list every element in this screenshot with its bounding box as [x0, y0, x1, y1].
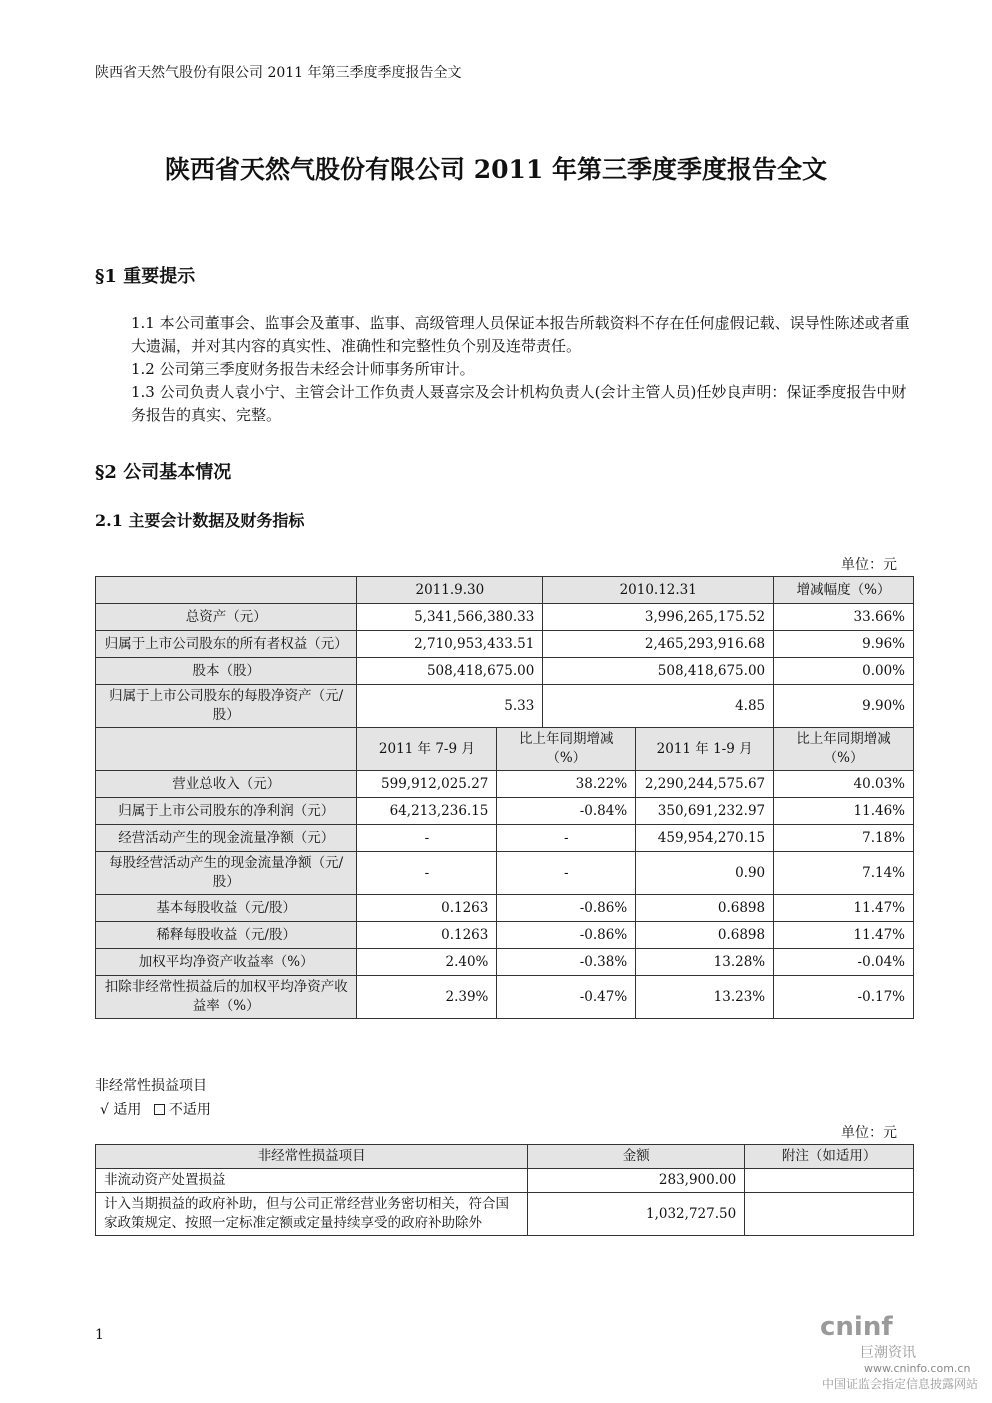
header-cell: 增减幅度（%）	[774, 577, 914, 604]
table-cell: 2,710,953,433.51	[357, 631, 543, 658]
table-row	[96, 949, 914, 976]
row-label: 归属于上市公司股东的每股净资产（元/股）	[96, 685, 357, 728]
table-cell: 0.90	[636, 852, 774, 895]
table-cell: 11.46%	[774, 798, 914, 825]
header-cell: 比上年同期增减（%）	[774, 728, 914, 771]
row-label: 经营活动产生的现金流量净额（元）	[96, 825, 357, 852]
para-1-1: 1.1 本公司董事会、监事会及董事、监事、高级管理人员保证本报告所载资料不存在任何虚假记载、误导性陈述或者重大遗漏，并对其内容的真实性、准确性和完整性负个别及连带责任。	[131, 314, 910, 355]
table-cell: -	[357, 852, 497, 895]
para-1-2: 1.2 公司第三季度财务报告未经会计师事务所审计。	[131, 360, 475, 378]
row-label: 营业总收入（元）	[96, 771, 357, 798]
header-cell: 比上年同期增减（%）	[497, 728, 636, 771]
table-cell: -0.47%	[497, 976, 636, 1019]
table-row	[96, 658, 914, 685]
unit-label: 单位：元	[841, 1125, 897, 1141]
check-mark-icon: √	[100, 1102, 109, 1118]
row-label: 归属于上市公司股东的所有者权益（元）	[96, 631, 357, 658]
table-cell: -	[497, 852, 636, 895]
table-cell: 0.6898	[636, 922, 774, 949]
table-cell: 508,418,675.00	[357, 658, 543, 685]
table-cell: 5.33	[357, 685, 543, 728]
table-cell: 4.85	[543, 685, 774, 728]
header-cell: 非经常性损益项目	[96, 1145, 528, 1169]
table-cell: -0.86%	[497, 922, 636, 949]
table-cell: 11.47%	[774, 895, 914, 922]
unit-label: 单位：元	[841, 557, 897, 573]
table-cell: 508,418,675.00	[543, 658, 774, 685]
section2-heading: §2 公司基本情况	[95, 462, 232, 483]
table-cell: 0.1263	[357, 895, 497, 922]
table-cell: 350,691,232.97	[636, 798, 774, 825]
table-cell: 2,290,244,575.67	[636, 771, 774, 798]
table-cell: 0.6898	[636, 895, 774, 922]
table-cell: 3,996,265,175.52	[543, 604, 774, 631]
row-label: 每股经营活动产生的现金流量净额（元/股）	[96, 852, 357, 895]
table-cell: 0.1263	[357, 922, 497, 949]
cninfo-url: www.cninfo.com.cn	[864, 1362, 971, 1375]
subsection-2-1-heading: 2.1 主要会计数据及财务指标	[95, 511, 305, 530]
table-row	[96, 825, 914, 852]
table-cell: -0.38%	[497, 949, 636, 976]
cninfo-watermark	[820, 1312, 990, 1392]
table-cell: 非流动资产处置损益	[96, 1169, 528, 1193]
section1-paragraphs	[95, 312, 910, 427]
table-header-row	[96, 577, 914, 604]
table-cell: -	[497, 825, 636, 852]
table-cell: 13.28%	[636, 949, 774, 976]
table-cell: -0.04%	[774, 949, 914, 976]
table-row	[96, 798, 914, 825]
row-label: 归属于上市公司股东的净利润（元）	[96, 798, 357, 825]
row-label: 总资产（元）	[96, 604, 357, 631]
header-cell	[96, 577, 357, 604]
table-cell: 7.18%	[774, 825, 914, 852]
table-cell: 7.14%	[774, 852, 914, 895]
table-cell: 459,954,270.15	[636, 825, 774, 852]
table-row	[96, 895, 914, 922]
table-cell: 40.03%	[774, 771, 914, 798]
table-cell: 1,032,727.50	[528, 1193, 745, 1236]
not-applicable-option: 不适用	[168, 1102, 211, 1118]
table-cell	[745, 1169, 914, 1193]
table-row	[96, 1193, 914, 1236]
table-cell: -0.84%	[497, 798, 636, 825]
cninfo-site-note: 中国证监会指定信息披露网站	[822, 1377, 979, 1391]
table-cell: 9.96%	[774, 631, 914, 658]
table-row	[96, 976, 914, 1019]
table-row	[96, 922, 914, 949]
table-header-row	[96, 728, 914, 771]
document-title: 陕西省天然气股份有限公司 2011 年第三季度季度报告全文	[165, 155, 827, 184]
table-row	[96, 685, 914, 728]
table-cell: 5,341,566,380.33	[357, 604, 543, 631]
row-label: 稀释每股收益（元/股）	[96, 922, 357, 949]
table-cell: 2.39%	[357, 976, 497, 1019]
header-cell: 金额	[528, 1145, 745, 1169]
row-label: 扣除非经常性损益后的加权平均净资产收益率（%）	[96, 976, 357, 1019]
table-cell: 9.90%	[774, 685, 914, 728]
applicability-options	[100, 1099, 211, 1119]
table-cell: 计入当期损益的政府补助，但与公司正常经营业务密切相关，符合国家政策规定、按照一定标准定额或定量持续享受的政府补助除外	[96, 1193, 528, 1236]
table-row	[96, 604, 914, 631]
nonrecurring-label: 非经常性损益项目	[95, 1078, 207, 1094]
table-cell: 64,213,236.15	[357, 798, 497, 825]
row-label: 基本每股收益（元/股）	[96, 895, 357, 922]
financial-indicators-table	[95, 576, 914, 1019]
row-label: 加权平均净资产收益率（%）	[96, 949, 357, 976]
table-cell: 33.66%	[774, 604, 914, 631]
table-cell: 2,465,293,916.68	[543, 631, 774, 658]
table-cell	[745, 1193, 914, 1236]
table-row	[96, 631, 914, 658]
table-cell: -0.86%	[497, 895, 636, 922]
para-1-3: 1.3 公司负责人袁小宁、主管会计工作负责人聂喜宗及会计机构负责人(会计主管人员)任妙良声明：保证季度报告中财务报告的真实、完整。	[131, 383, 907, 424]
table-row	[96, 771, 914, 798]
header-cell: 2010.12.31	[543, 577, 774, 604]
row-label: 股本（股）	[96, 658, 357, 685]
applicable-option: 适用	[113, 1102, 142, 1118]
header-cell: 2011 年 1-9 月	[636, 728, 774, 771]
header-cell: 附注（如适用）	[745, 1145, 914, 1169]
header-cell: 2011.9.30	[357, 577, 543, 604]
section1-heading: §1 重要提示	[95, 266, 196, 287]
table-cell: 599,912,025.27	[357, 771, 497, 798]
table-cell: 13.23%	[636, 976, 774, 1019]
table-cell: 0.00%	[774, 658, 914, 685]
page-number: 1	[95, 1327, 104, 1343]
header-cell	[96, 728, 357, 771]
empty-checkbox-icon	[154, 1104, 165, 1115]
table-cell: 11.47%	[774, 922, 914, 949]
running-header: 陕西省天然气股份有限公司 2011 年第三季度季度报告全文	[95, 65, 462, 81]
nonrecurring-table	[95, 1144, 914, 1236]
header-cell: 2011 年 7-9 月	[357, 728, 497, 771]
table-row	[96, 852, 914, 895]
table-cell: 38.22%	[497, 771, 636, 798]
table-row	[96, 1169, 914, 1193]
table-header-row	[96, 1145, 914, 1169]
table-cell: -0.17%	[774, 976, 914, 1019]
table-cell: 2.40%	[357, 949, 497, 976]
table-cell: 283,900.00	[528, 1169, 745, 1193]
table-cell: -	[357, 825, 497, 852]
cninfo-logo-cn: 巨潮资讯	[860, 1345, 916, 1361]
cninfo-logo: cninf	[820, 1312, 893, 1342]
